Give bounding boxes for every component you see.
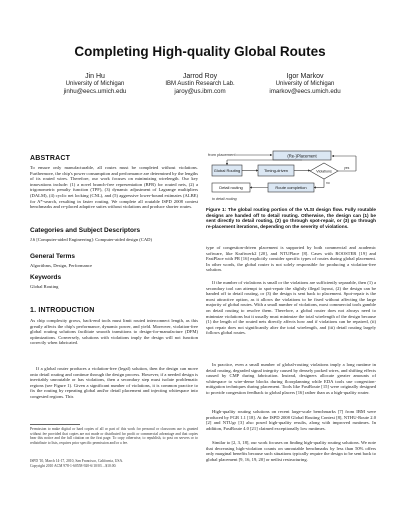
global-routing-label: Global Routing xyxy=(213,168,241,173)
right-paragraph-5: Similar to [2, 3, 18], our work focuses on finding high-quality routing solutions. We note that decreasing high-violation counts on unroutable benchmarks by less than 50% offers only marginal benefits because such situations typically require the design to be sent back to global placement [9, 16, 19, 20] or netlist restructuring. xyxy=(206,440,376,462)
right-paragraph-1: type of congestion-driven placement is supported by both commercial and academic software, like Kraftwerk2 [20], and NTUPlace [8]. Cases with ROOSTER [19] and FastPlace with PR [16] explicitly consider specific types of routes during global placement. In other words, the global router is not solely responsible for producing a violation-free solution. xyxy=(206,245,376,273)
permission-footnote: Permission to make digital or hard copies of all or part of this work for personal or classroom use is granted without fee provided that copies are not made or distributed for profit or commercial advantage and that copies bear this notice and the full citation on the first page. To copy otherwise, to republish, to post on servers or to redistribute to lists, requires prior specific permission and/or a fee. xyxy=(30,427,198,445)
intro-paragraph-2: If a global router produces a violation-free (legal) solution, then the design can move onto detail routing and continue through the design process. However, if a needed design is inevitably unroutable or has violations, then a secondary step must isolate problematic regions (see Figure 1). Given a significant number of violations, it is common practice to fix the routing by repeating global and/or detail placement and injecting whitespace into congested regions. This xyxy=(30,366,198,399)
author-affiliation: IBM Austin Research Lab. xyxy=(165,81,235,87)
right-paragraph-4: High-quality routing solutions on recent large-scale benchmarks [7] from IBM were produced by FGR 1.1 [18]. At the ISPD 2008 Global Routing Contest [8], NTHU-Route 2.0 [2] and NTUgr [3] also posed high-quality results, along with improved runtimes. In addition, FastRoute 4.0 [21] claimed exceptionally low runtimes. xyxy=(206,409,376,431)
author-name: Jin Hu xyxy=(85,73,105,80)
right-paragraph-2: If the number of violations is small or the violations are sufficiently separable, then (1) a secondary tool can attempt to spot-repair the slightly illegal layout, (2) the design can be handed off to detail routing, or (3) the design is sent back to placement. Spot-repair is the most attractive option, as it allows the violations to be fixed without affecting the large majority of global routes. With a small number of violations, most commercial tools gamble on detail routing to resolve them. Therefore, a global router does not always need to minimize violations but it usually must minimize the total wirelength of the design because (1) the length of the routed nets directly affects how and if violations can be repaired, (ii) spot repair does not significantly alter the total wirelength, and (iii) detail routing largely follows global routes. xyxy=(206,280,376,336)
author-affiliation: University of Michigan xyxy=(65,81,125,87)
author-email: imarkov@eecs.umich.edu xyxy=(269,88,341,95)
categories-heading: Categories and Subject Descriptors xyxy=(30,227,141,234)
no-label: no xyxy=(326,181,330,185)
yes-label: yes xyxy=(344,166,350,170)
re-placement-label: (Re-)Placement xyxy=(287,153,317,159)
author-email: jinhu@eecs.umich.edu xyxy=(63,88,127,95)
author-affiliation: University of Michigan xyxy=(275,81,335,87)
venue-note: ISPD '10, March 14-17, 2010, San Francisco, California, USA. xyxy=(30,459,124,463)
violations-label: Violations xyxy=(316,169,332,174)
general-terms-heading: General Terms xyxy=(30,253,76,260)
author-3 xyxy=(240,73,370,95)
general-terms-text: Algorithms, Design, Performance xyxy=(30,263,93,268)
route-completion-label: Route completion xyxy=(275,185,307,190)
author-name: Igor Markov xyxy=(286,73,324,80)
figure-caption: Figure 1: The global routing portion of the VLSI design flow. Fully routable designs are handed off to detail routing. Otherwise, the design can (1) be sent directly to detail routing, (2) go through spot-repair, or (3) go through re-placement iterations, depending on the severity of violations. xyxy=(206,207,376,230)
footnote-rule xyxy=(30,424,80,425)
abstract-text: To ensure only manufacturable, all routes must be completed without violations. Furthermore, the chip's power consumption and performance are determined by the lengths of its routed wires. Therefore, our work focuses on minimizing wirelength. Our key innovations include: (1) a novel branch-free representation (BFR) for routed nets, (2) a trigonometric penalty function (TPF), (3) dynamic adjustment of Lagrange multipliers (DALM), (4) cyclic net locking (CNL), and (5) aggressive lower-bound estimates (ALBE) for A*-search, resulting in faster routing. We complete all routable ISPD 2008 contest benchmarks and re-placed adaptive suites without violations and produce shorter routes. xyxy=(30,165,198,210)
abstract-heading: ABSTRACT xyxy=(30,155,71,162)
author-email: jaroy@us.ibm.com xyxy=(174,88,226,95)
author-name: Jarrod Roy xyxy=(182,73,218,80)
timing-driven-label: Timing-driven xyxy=(263,168,289,173)
routing-flow-figure xyxy=(206,150,376,204)
categories-text: J.6 [Computer-aided Engineering]: Computer-aided design (CAD) xyxy=(30,237,153,242)
from-placement-label: from placement xyxy=(208,152,236,157)
right-paragraph-3: In practice, even a small number of global-routing violations imply a long runtime in detail routing, degraded signal integrity caused by densely packed wires, and shifting effects caused by CMP during fabrication. Instead, designers allocate greater amounts of whitespace to wire-dense blocks during floorplanning while EDA tools use congestion-mitigation techniques during placement. Tools like FastRoute [15] were originally designed to provide congestion feedback to global placers [16] rather than as a high-quality router. xyxy=(206,362,376,395)
copyright-note: Copyright 2010 ACM 978-1-60558-920-6/10/03 ...$10.00. xyxy=(30,464,117,468)
keywords-text: Global Routing xyxy=(30,284,59,289)
to-detail-label: to detail routing xyxy=(212,197,237,201)
keywords-heading: Keywords xyxy=(30,274,62,281)
intro-heading: 1. INTRODUCTION xyxy=(30,307,95,314)
detail-routing-label: Detail routing xyxy=(219,185,243,190)
paper-title: Completing High-quality Global Routes xyxy=(74,44,326,59)
intro-paragraph-1: As chip complexity grows, back-end tools must limit routed interconnect length, as this greatly affects the chip's performance, dynamic power, and yield. Moreover, violation-free global routing solutions facilitate smooth transitions to design-for-manufacture (DFM) optimizations. Conversely, solutions with violations imply the design will not function correctly when fabricated. xyxy=(30,318,198,346)
